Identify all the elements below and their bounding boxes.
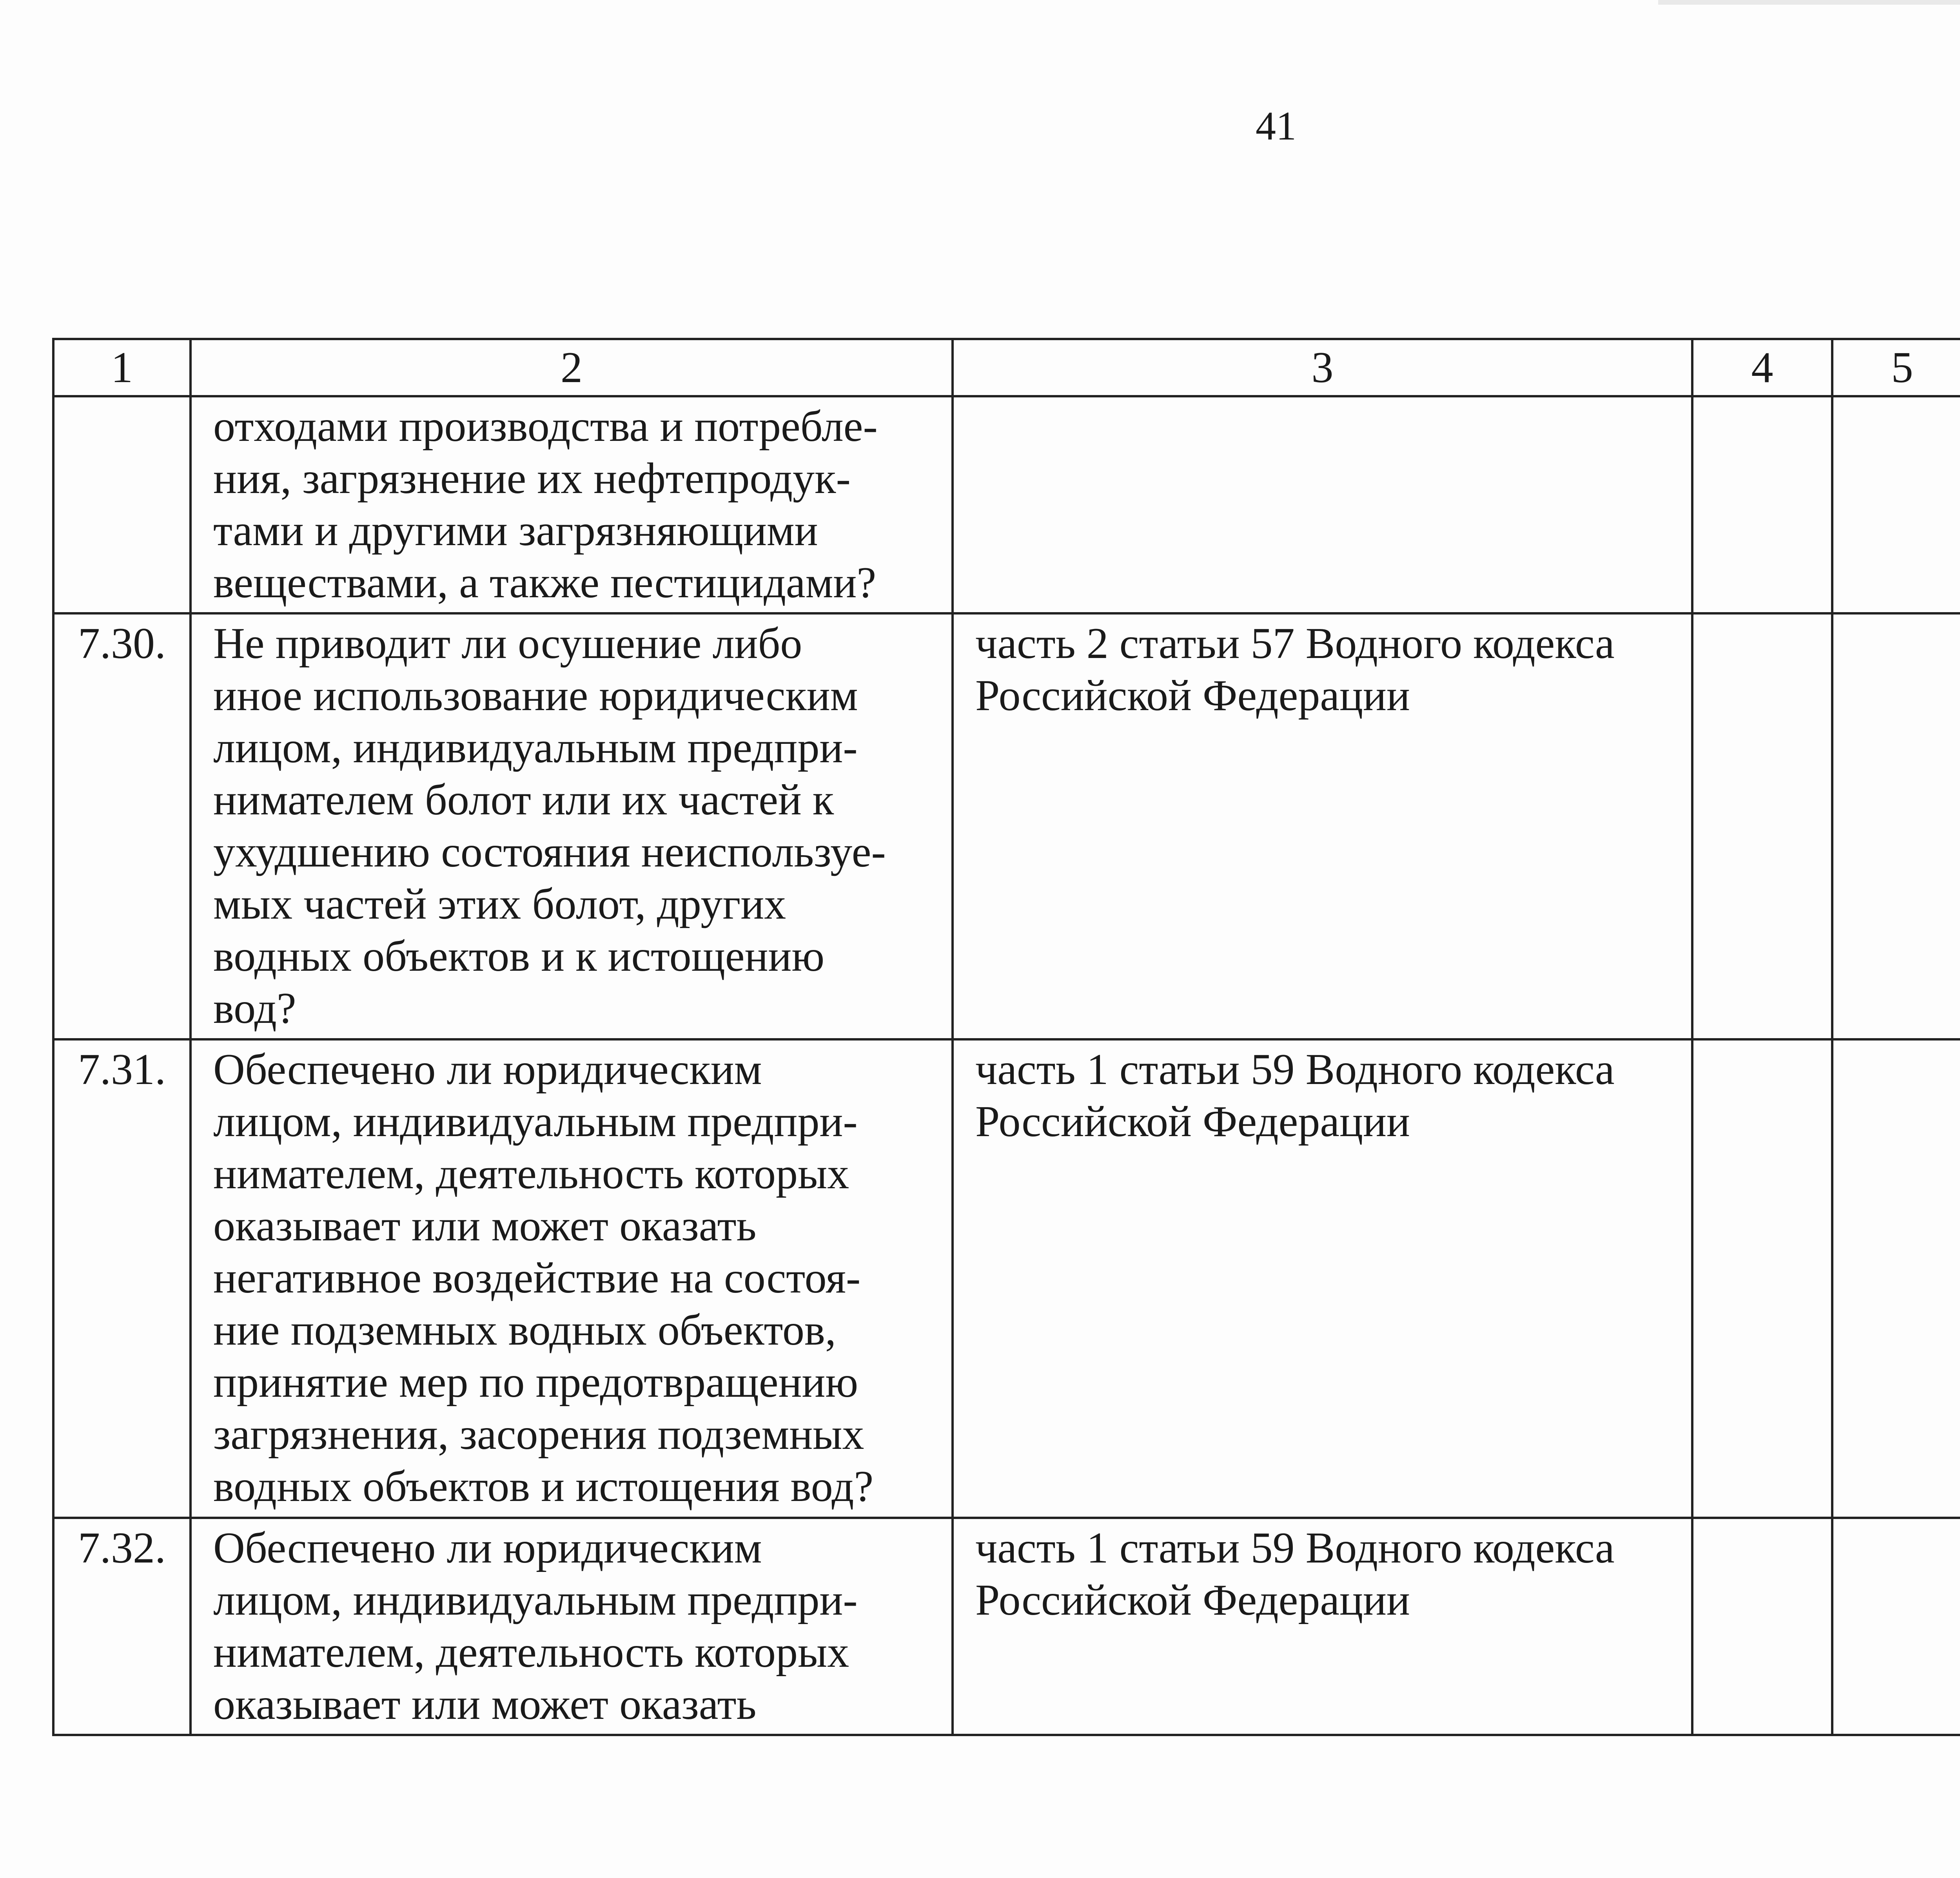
answer-no-cell xyxy=(1832,1518,1960,1735)
question-text: Обеспечено ли юридическим лицом, индивидуальным предпри- нимателем, деятельность которых оказывает или может оказать негативное воздействие на состоя- ние подземных водных объектов, принятие мер по предотвращению загрязнения, засорения подземных водных объектов и истощения вод? xyxy=(191,1039,953,1518)
item-number: 7.31. xyxy=(53,1039,191,1518)
column-number-row xyxy=(53,339,1960,396)
question-text: Не приводит ли осушение либо иное использование юридическим лицом, индивидуальным предпри- нимателем болот или их частей к ухудшению состояния неиспользуе- мых частей этих болот, других водных объектов и к истощению вод? xyxy=(191,613,953,1039)
table-row xyxy=(53,613,1960,1039)
legal-reference: часть 2 статьи 57 Водного кодекса Российской Федерации xyxy=(953,613,1692,1039)
answer-no-cell xyxy=(1832,613,1960,1039)
answer-no-cell xyxy=(1832,396,1960,613)
scan-edge-strip xyxy=(1658,0,1960,5)
answer-no-cell xyxy=(1832,1039,1960,1518)
legal-reference xyxy=(953,396,1692,613)
answer-yes-cell xyxy=(1692,613,1832,1039)
table-row xyxy=(53,1518,1960,1735)
question-text: отходами производства и потребле- ния, загрязнение их нефтепродук- тами и другими загрязняющими веществами, а также пестицидами? xyxy=(191,396,953,613)
answer-yes-cell xyxy=(1692,1518,1832,1735)
page-number: 41 xyxy=(1256,103,1296,149)
answer-yes-cell xyxy=(1692,396,1832,613)
item-number xyxy=(53,396,191,613)
legal-reference: часть 1 статьи 59 Водного кодекса Российской Федерации xyxy=(953,1518,1692,1735)
col-header-3: 3 xyxy=(953,339,1692,396)
item-number: 7.32. xyxy=(53,1518,191,1735)
answer-yes-cell xyxy=(1692,1039,1832,1518)
col-header-1: 1 xyxy=(53,339,191,396)
checklist-table xyxy=(52,338,1960,1736)
question-text: Обеспечено ли юридическим лицом, индивидуальным предпри- нимателем, деятельность которых оказывает или может оказать xyxy=(191,1518,953,1735)
table-row xyxy=(53,1039,1960,1518)
col-header-4: 4 xyxy=(1692,339,1832,396)
col-header-5: 5 xyxy=(1832,339,1960,396)
item-number: 7.30. xyxy=(53,613,191,1039)
legal-reference: часть 1 статьи 59 Водного кодекса Российской Федерации xyxy=(953,1039,1692,1518)
col-header-2: 2 xyxy=(191,339,953,396)
table-row xyxy=(53,396,1960,613)
